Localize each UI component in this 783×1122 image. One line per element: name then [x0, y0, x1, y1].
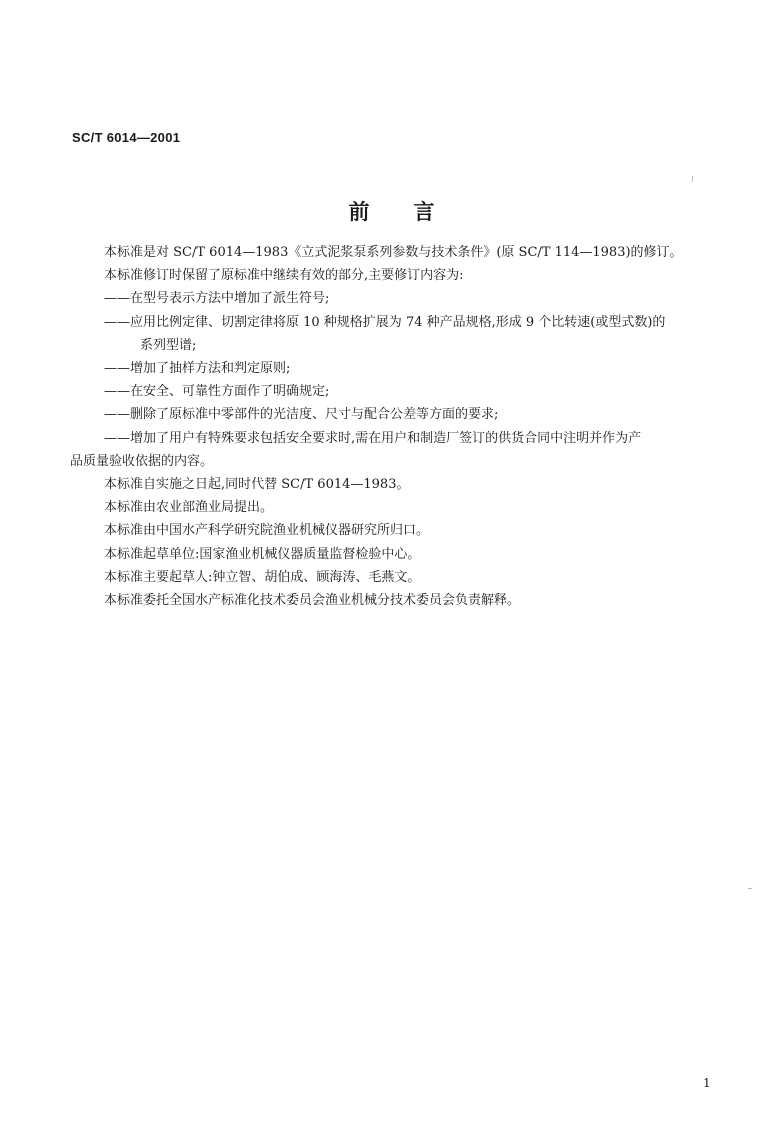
revision-item-2-continuation: 系列型谱;	[140, 337, 197, 353]
revision-item-5: ——删除了原标准中零部件的光洁度、尺寸与配合公差等方面的要求;	[104, 407, 499, 423]
revision-summary-paragraph: 本标准修订时保留了原标准中继续有效的部分,主要修订内容为:	[104, 268, 464, 284]
scan-speck	[692, 176, 693, 182]
revision-item-2: ——应用比例定律、切割定律将原 10 种规格扩展为 74 种产品规格,形成 9 个比转速(或型式数)的	[104, 314, 666, 330]
drafters-paragraph: 本标准主要起草人:钟立智、胡伯成、顾海涛、毛燕文。	[104, 569, 421, 585]
administrator-paragraph: 本标准由中国水产科学研究院渔业机械仪器研究所归口。	[104, 523, 430, 539]
proposer-paragraph: 本标准由农业部渔业局提出。	[104, 500, 274, 516]
intro-paragraph: 本标准是对 SC/T 6014—1983《立式泥浆泵系列参数与技术条件》(原 SC/T 114—1983)的修订。	[104, 245, 683, 260]
revision-item-1: ——在型号表示方法中增加了派生符号;	[104, 291, 330, 307]
standard-code: SC/T 6014—2001	[72, 130, 181, 145]
revision-item-6: ——增加了用户有特殊要求包括安全要求时,需在用户和制造厂签订的供货合同中注明并作为产	[104, 430, 642, 446]
scan-speck	[748, 888, 752, 889]
interpretation-paragraph: 本标准委托全国水产标准化技术委员会渔业机械分技术委员会负责解释。	[104, 593, 521, 609]
revision-item-4: ——在安全、可靠性方面作了明确规定;	[104, 384, 330, 400]
revision-item-3: ——增加了抽样方法和判定原则;	[104, 361, 291, 377]
revision-item-6-continuation: 品质量验收依据的内容。	[70, 453, 214, 469]
foreword-body	[70, 241, 724, 612]
replacement-paragraph: 本标准自实施之日起,同时代替 SC/T 6014—1983。	[104, 477, 410, 493]
page-number: 1	[703, 1076, 711, 1090]
page-title: 前言	[348, 200, 479, 224]
drafting-unit-paragraph: 本标准起草单位:国家渔业机械仪器质量监督检验中心。	[104, 546, 421, 562]
